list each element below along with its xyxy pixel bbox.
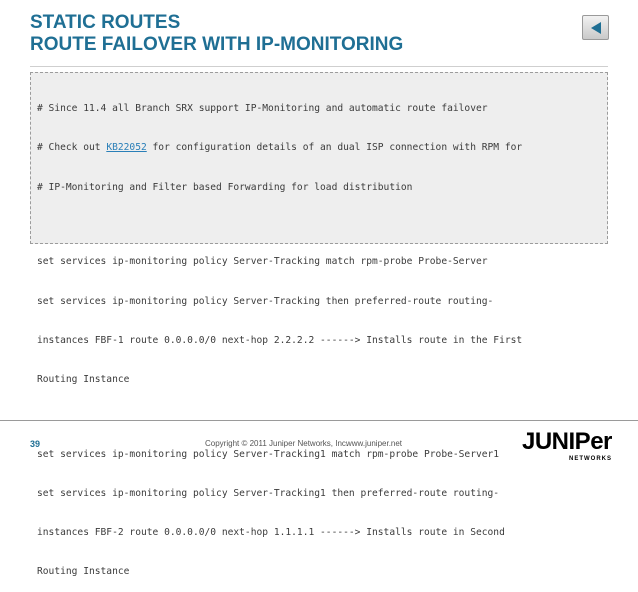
title-line-2: ROUTE FAILOVER WITH IP-MONITORING: [30, 34, 404, 55]
footer: [0, 420, 638, 480]
code-line: set services ip-monitoring policy Server-Tracking1 match rpm-probe Probe-Server1: [37, 448, 500, 460]
back-arrow-icon: [589, 21, 603, 35]
code-line: Routing Instance: [37, 374, 130, 386]
code-line-kb: [37, 141, 601, 154]
code-line: set services ip-monitoring policy Server-Tracking1 then preferred-route routing-: [37, 487, 500, 499]
code-text: # Check out: [37, 142, 107, 154]
juniper-logo: [522, 429, 614, 469]
code-line: # Since 11.4 all Branch SRX support IP-Monitoring and automatic route failover: [37, 103, 488, 115]
title-line-1: STATIC ROUTES: [30, 12, 181, 33]
kb-link[interactable]: KB22052: [106, 142, 147, 154]
page-title: [30, 12, 403, 56]
code-line: instances FBF-2 route 0.0.0.0/0 next-hop 1.1.1.1 ------> Installs route in Second: [37, 527, 505, 539]
code-line: set services ip-monitoring policy Server-Tracking then preferred-route routing-: [37, 295, 494, 307]
back-button[interactable]: [582, 15, 609, 40]
logo-subtext: NETWORKS: [569, 456, 612, 462]
copyright-text: Copyright © 2011 Juniper Networks, Inc.: [205, 439, 349, 448]
code-line: set services ip-monitoring policy Server-Tracking match rpm-probe Probe-Server: [37, 256, 488, 268]
website-link[interactable]: www.juniper.net: [346, 439, 403, 448]
page-number: 39: [30, 439, 41, 449]
code-spacer: [37, 220, 601, 229]
code-text: for configuration details of an dual ISP connection with RPM for: [146, 142, 523, 154]
code-line: instances FBF-1 route 0.0.0.0/0 next-hop 2.2.2.2 ------> Installs route in the First: [37, 334, 523, 346]
title-divider: [30, 66, 608, 67]
logo-wordmark: JUNIPer: [522, 428, 612, 455]
code-line: Routing Instance: [37, 566, 130, 578]
code-line: # IP-Monitoring and Filter based Forwarding for load distribution: [37, 181, 413, 193]
